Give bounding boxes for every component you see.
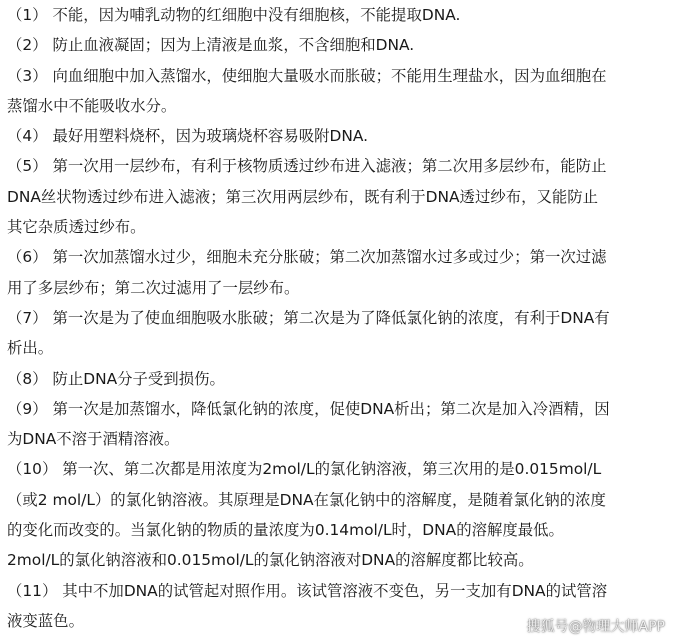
text-line: （1） 不能，因为哺乳动物的红细胞中没有细胞核，不能提取DNA.: [7, 6, 461, 24]
text-line: （6） 第一次加蒸馏水过少，细胞未充分胀破；第二次加蒸馏水过多或过少；第一次过滤: [7, 248, 607, 267]
answer-text-block: [7, 0, 672, 636]
text-line: （5） 第一次用一层纱布，有利于核物质透过纱布进入滤液；第二次用多层纱布，能防止: [7, 157, 607, 176]
text-line: 液变蓝色。: [7, 611, 84, 630]
text-line: （或2 mol/L）的氯化钠溶液。其原理是DNA在氯化钠中的溶解度，是随着氯化钠的浓度: [7, 490, 606, 509]
text-line: （7） 第一次是为了使血细胞吸水胀破；第二次是为了降低氯化钠的浓度，有利于DNA有: [7, 308, 610, 327]
text-line: （2） 防止血液凝固；因为上清液是血浆，不含细胞和DNA.: [7, 36, 415, 55]
text-line: 析出。: [7, 339, 54, 358]
text-line: （9） 第一次是加蒸馏水，降低氯化钠的浓度，促使DNA析出；第二次是加入冷酒精，因: [7, 399, 610, 418]
text-line: 2mol/L的氯化钠溶液和0.015mol/L的氯化钠溶液对DNA的溶解度都比较高。: [7, 551, 534, 570]
text-line: 为DNA不溶于酒精溶液。: [7, 430, 180, 449]
text-line: （4） 最好用塑料烧杯，因为玻璃烧杯容易吸附DNA.: [7, 127, 369, 146]
text-line: DNA丝状物透过纱布进入滤液；第三次用两层纱布，既有利于DNA透过纱布，又能防止: [7, 187, 599, 206]
watermark: 搜狐号@物理大师APP: [526, 619, 665, 635]
text-line: （8） 防止DNA分子受到损伤。: [7, 369, 225, 388]
text-line: 蒸馏水中不能吸收水分。: [7, 96, 177, 115]
text-line: （3） 向血细胞中加入蒸馏水，使细胞大量吸水而胀破；不能用生理盐水，因为血细胞在: [7, 66, 607, 85]
text-line: 用了多层纱布；第二次过滤用了一层纱布。: [7, 278, 300, 297]
text-line: （10） 第一次、第二次都是用浓度为2mol/L的氯化钠溶液，第三次用的是0.015mol/L: [7, 460, 602, 479]
text-line: 的变化而改变的。当氯化钠的物质的量浓度为0.14mol/L时，DNA的溶解度最低。: [7, 521, 564, 540]
text-line: 其它杂质透过纱布。: [7, 218, 146, 237]
text-line: （11） 其中不加DNA的试管起对照作用。该试管溶液不变色，另一支加有DNA的试管溶: [7, 581, 608, 600]
